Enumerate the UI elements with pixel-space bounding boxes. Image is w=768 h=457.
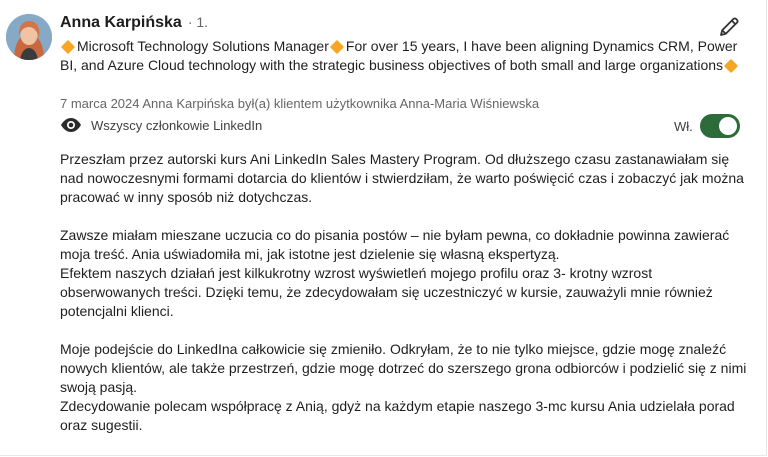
paragraph: Efektem naszych działań jest kilkukrotny wzrost wyświetleń mojego profilu oraz 3- krotny wzrost obserwowanych treści. Dzięki temu, że zdecydowałam się uczestniczyć w kursie, zauważyli mnie również potencjalni klienci. <box>60 265 713 319</box>
author-headline <box>60 37 750 75</box>
paragraph: Zawsze miałam mieszane uczucia co do pisania postów – nie byłam pewna, co dokładnie powinna zawierać moja treść. Ania uświadomiła mi, jak istotne jest dzielenie się własną ekspertyzą. <box>60 227 730 262</box>
eye-icon <box>60 117 82 133</box>
visibility-toggle[interactable] <box>700 114 740 138</box>
diamond-icon <box>61 40 75 54</box>
visibility-label: Wszyscy członkowie LinkedIn <box>91 117 263 133</box>
paragraph: Zdecydowanie polecam współpracę z Anią, gdyż na każdym etapie naszego 3-mc kursu Ania udzielała porad oraz sugestii. <box>60 398 735 433</box>
headline-part-1: Microsoft Technology Solutions Manager <box>77 38 329 54</box>
toggle-knob <box>719 117 737 135</box>
paragraph: Moje podejście do LinkedIna całkowicie się zmieniło. Odkryłam, że to nie tylko miejsce, gdzie mogę znaleźć nowych klientów, ale także przestrzeń, gdzie mogę dotrzeć do szerszego grona odbiorców i podzielić się z nimi swoją pasją. <box>60 341 747 395</box>
author-name[interactable]: Anna Karpińska <box>60 14 182 31</box>
headline-part-2: For over 15 years, I have been aligning Dynamics CRM, Power BI, and Azure Cloud technology with the strategic business objectives of both small and large organizations <box>60 38 738 73</box>
diamond-icon <box>724 59 738 73</box>
recommendation-meta: 7 marca 2024 Anna Karpińska był(a) klientem użytkownika Anna-Maria Wiśniewska <box>60 96 540 111</box>
paragraph: Przeszłam przez autorski kurs Ani LinkedIn Sales Mastery Program. Od dłuższego czasu zastanawiałam się nad nowoczesnymi formami dotarcia do klientów i stwierdziłam, że warto poświęcić czas i zobaczyć jak można pracować w inny sposób niż dotychczas. <box>60 151 744 205</box>
author-header <box>60 14 760 36</box>
pencil-icon <box>718 16 740 38</box>
edit-button[interactable] <box>718 16 740 38</box>
visibility-row <box>60 117 262 133</box>
recommendation-text <box>60 150 750 435</box>
connection-degree: · 1. <box>187 14 209 30</box>
avatar[interactable] <box>6 14 52 60</box>
toggle-label: Wł. <box>674 119 693 134</box>
avatar-image <box>6 14 52 60</box>
diamond-icon <box>330 40 344 54</box>
